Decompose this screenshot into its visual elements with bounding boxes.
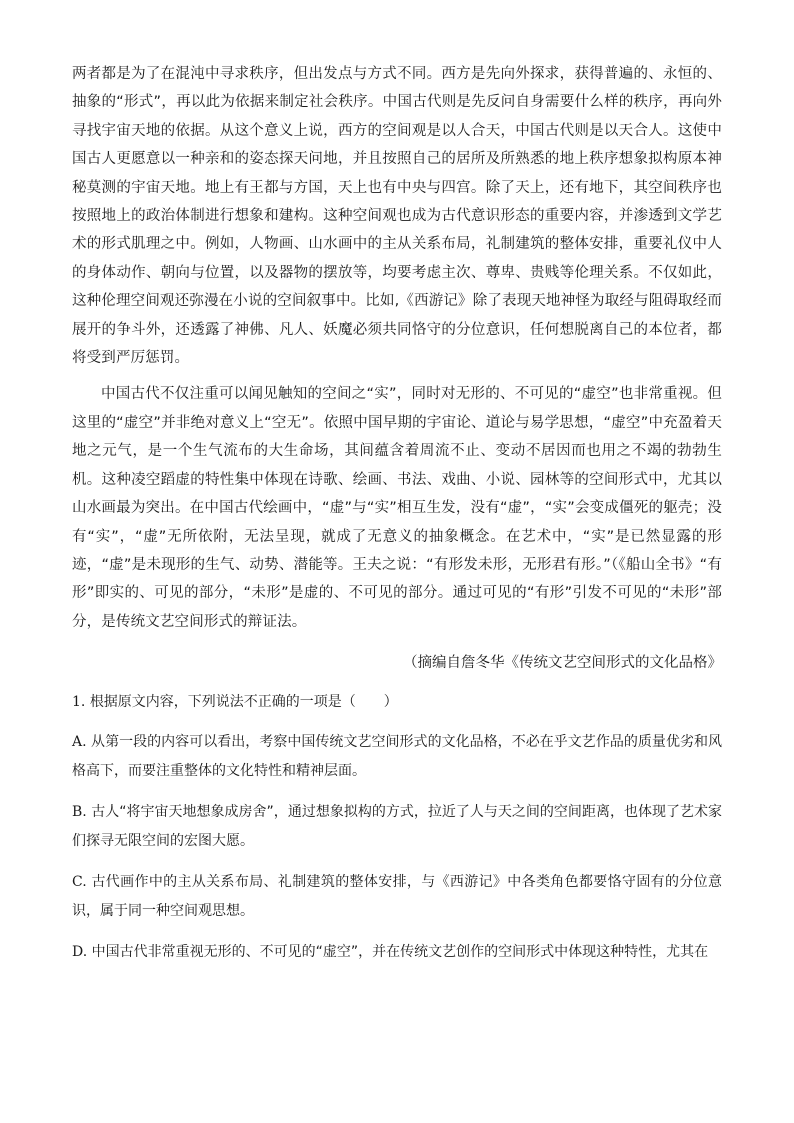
- option-c-text: 古代画作中的主从关系布局、礼制建筑的整体安排，与《西游记》中各类角色都要恪守固有的分位意识，属于同一种空间观思想。: [72, 874, 723, 920]
- option-b-text: 古人“将宇宙天地想象成房舍”，通过想象拟构的方式，拉近了人与天之间的空间距离，也体现了艺术家们探寻无限空间的宏图大愿。: [72, 804, 722, 850]
- option-d-letter: D.: [72, 944, 88, 961]
- question-number: 1.: [72, 694, 86, 711]
- question-text: 根据原文内容，下列说法不正确的一项是（ ）: [89, 694, 398, 711]
- option-d-text: 中国古代非常重视无形的、不可见的“虚空”，并在传统文艺创作的空间形式中体现这种特性，尤其在: [91, 944, 709, 961]
- option-a-letter: A.: [72, 734, 87, 751]
- passage-source: （摘编自詹冬华《传统文艺空间形式的文化品格》: [403, 655, 722, 672]
- option-a-text: 从第一段的内容可以看出，考察中国传统文艺空间形式的文化品格，不必在乎文艺作品的质量优劣和风格高下，而要注重整体的文化特性和精神层面。: [72, 734, 723, 780]
- question-stem: [72, 688, 722, 716]
- option-b: [72, 798, 722, 856]
- passage-paragraph-1: 两者都是为了在混沌中寻求秩序，但出发点与方式不同。西方是先向外探求，获得普遍的、永恒的、抽象的“形式”，再以此为依据来制定社会秩序。中国古代则是先反问自身需要什么样的秩序，再向外寻找宇宙天地的依据。从这个意义上说，西方的空间观是以人合天，中国古代则是以天合人。这使中国古人更愿意以一种亲和的姿态探天问地，并且按照自己的居所及所熟悉的地上秩序想象拟构原本神秘莫测的宇宙天地。地上有王都与方国，天上也有中央与四宫。除了天上，还有地下，其空间秩序也按照地上的政治体制进行想象和建构。这种空间观也成为古代意识形态的重要内容，并渗透到文学艺术的形式肌理之中。例如，人物画、山水画中的主从关系布局，礼制建筑的整体安排，重要礼仪中人的身体动作、朝向与位置，以及器物的摆放等，均要考虑主次、尊卑、贵贱等伦理关系。不仅如此，这种伦理空间观还弥漫在小说的空间叙事中。比如,《西游记》除了表现天地神怪为取经与阻碍取经而展开的争斗外，还透露了神佛、凡人、妖魔必须共同恪守的分位意识，任何想脱离自己的本位者，都将受到严厉惩罚。: [72, 66, 722, 367]
- option-c-letter: C.: [72, 874, 87, 891]
- option-a: [72, 728, 722, 786]
- option-c: [72, 868, 722, 926]
- option-d: [72, 938, 722, 967]
- option-b-letter: B.: [72, 804, 87, 821]
- passage-paragraph-2: 中国古代不仅注重可以闻见触知的空间之“实”，同时对无形的、不可见的“虚空”也非常重视。但这里的“虚空”并非绝对意义上“空无”。依照中国早期的宇宙论、道论与易学思想，“虚空”中充盈着天地之元气，是一个生气流布的大生命场，其间蕴含着周流不止、变动不居因而也用之不竭的勃勃生机。这种凌空蹈虚的特性集中体现在诗歌、绘画、书法、戏曲、小说、园林等的空间形式中，尤其以山水画最为突出。在中国古代绘画中，“虚”与“实”相互生发，没有“虚”，“实”会变成僵死的躯壳；没有“实”，“虚”无所依附，无法呈现，就成了无意义的抽象概念。在艺术中，“实”是已然显露的形迹，“虚”是未现形的生气、动势、潜能等。王夫之说：“有形发未形，无形君有形。”（《船山全书》“有形”即实的、可见的部分，“未形”是虚的、不可见的部分。通过可见的“有形”引发不可见的“未形”部分，是传统文艺空间形式的辩证法。: [72, 386, 722, 630]
